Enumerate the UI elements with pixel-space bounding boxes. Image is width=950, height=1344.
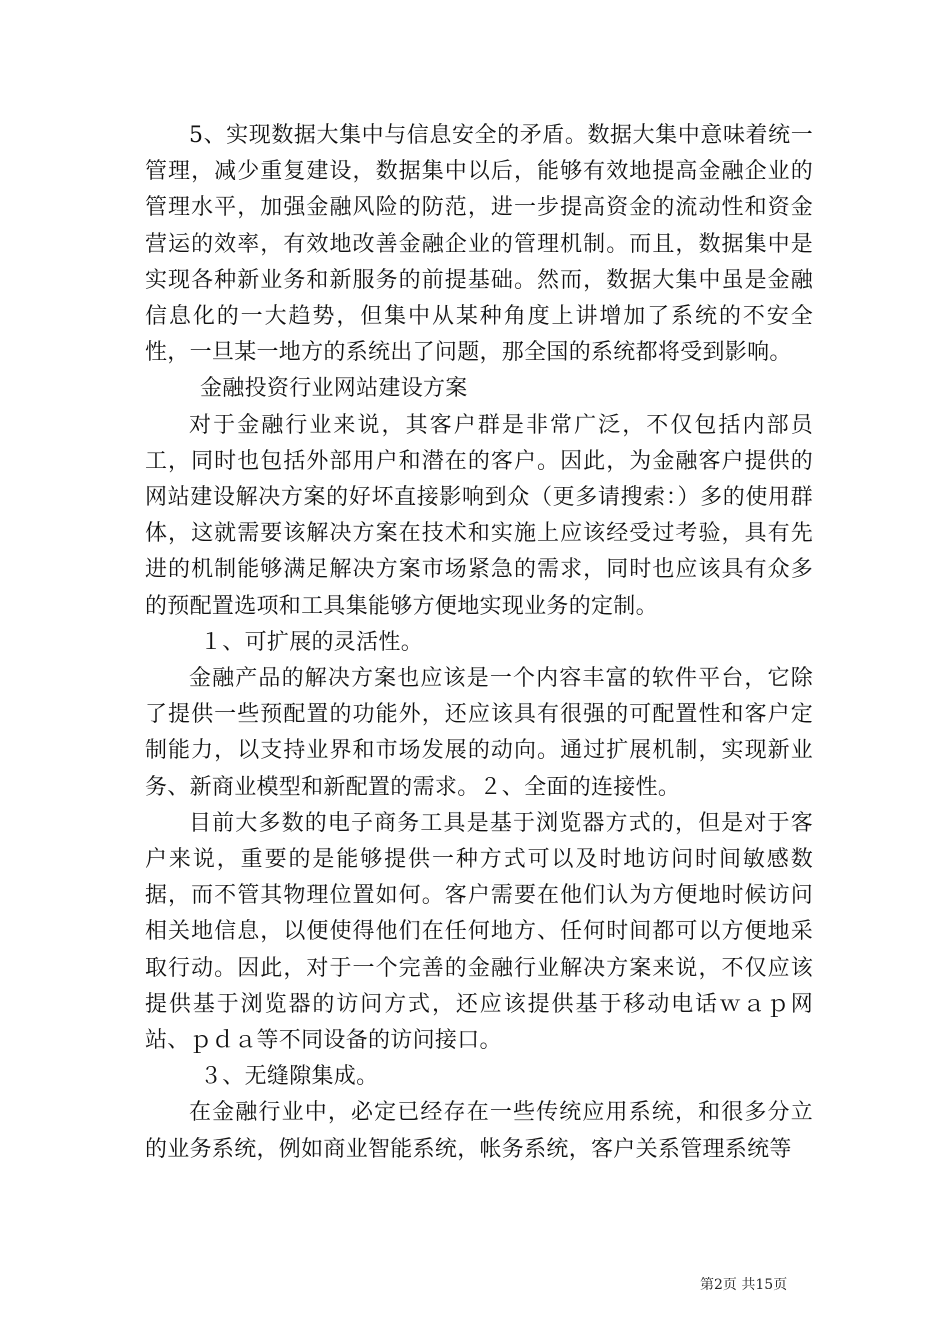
- section-title: 金融投资行业网站建设方案: [200, 376, 468, 402]
- footer-suffix: 页: [773, 1277, 788, 1293]
- footer-middle: 页 共: [722, 1277, 756, 1293]
- document-body: [145, 118, 813, 1168]
- paragraph-intro: 对于金融行业来说，其客户群是非常广泛，不仅包括内部员工，同时也包括外部用户和潜在的客户。因此，为金融客户提供的网站建设解决方案的好坏直接影响到众（更多请搜索：）多的使用群体，这就需要该解决方案在技术和实施上应该经受过考验，具有先进的机制能够满足解决方案市场紧急的需求，同时也应该具有众多的预配置选项和工具集能够方便地实现业务的定制。: [145, 412, 813, 619]
- page-number-footer: [700, 1276, 820, 1294]
- paragraph-integration: 在金融行业中，必定已经存在一些传统应用系统，和很多分立的业务系统，例如商业智能系统，帐务系统，客户关系管理系统等: [145, 1100, 813, 1162]
- footer-prefix: 第: [700, 1277, 714, 1293]
- heading-seamless-integration: ３、无缝隙集成。: [200, 1064, 379, 1090]
- paragraph-data-centralization: 5、实现数据大集中与信息安全的矛盾。数据大集中意味着统一管理，减少重复建设，数据集中以后，能够有效地提高金融企业的管理水平，加强金融风险的防范，进一步提高资金的流动性和资金营运的效率，有效地改善金融企业的管理机制。而且，数据集中是实现各种新业务和新服务的前提基础。然而，数据大集中虽是金融信息化的一大趋势，但集中从某种角度上讲增加了系统的不安全性，一旦某一地方的系统出了问题，那全国的系统都将受到影响。: [145, 123, 813, 366]
- paragraph-scalability: 金融产品的解决方案也应该是一个内容丰富的软件平台，它除了提供一些预配置的功能外，还应该具有很强的可配置性和客户定制能力，以支持业界和市场发展的动向。通过扩展机制，实现新业务、新商业模型和新配置的需求。２、全面的连接性。: [145, 666, 813, 800]
- paragraph-connectivity: 目前大多数的电子商务工具是基于浏览器方式的，但是对于客户来说，重要的是能够提供一种方式可以及时地访问时间敏感数据，而不管其物理位置如何。客户需要在他们认为方便地时候访问相关地信息，以便使得他们在任何地方、任何时间都可以方便地采取行动。因此，对于一个完善的金融行业解决方案来说，不仅应该提供基于浏览器的访问方式，还应该提供基于移动电话ｗａｐ网站、ｐｄａ等不同设备的访问接口。: [145, 810, 813, 1054]
- footer-current-page: 2: [714, 1277, 723, 1293]
- heading-scalability: １、可扩展的灵活性。: [200, 629, 424, 655]
- footer-total-pages: 15: [755, 1277, 774, 1293]
